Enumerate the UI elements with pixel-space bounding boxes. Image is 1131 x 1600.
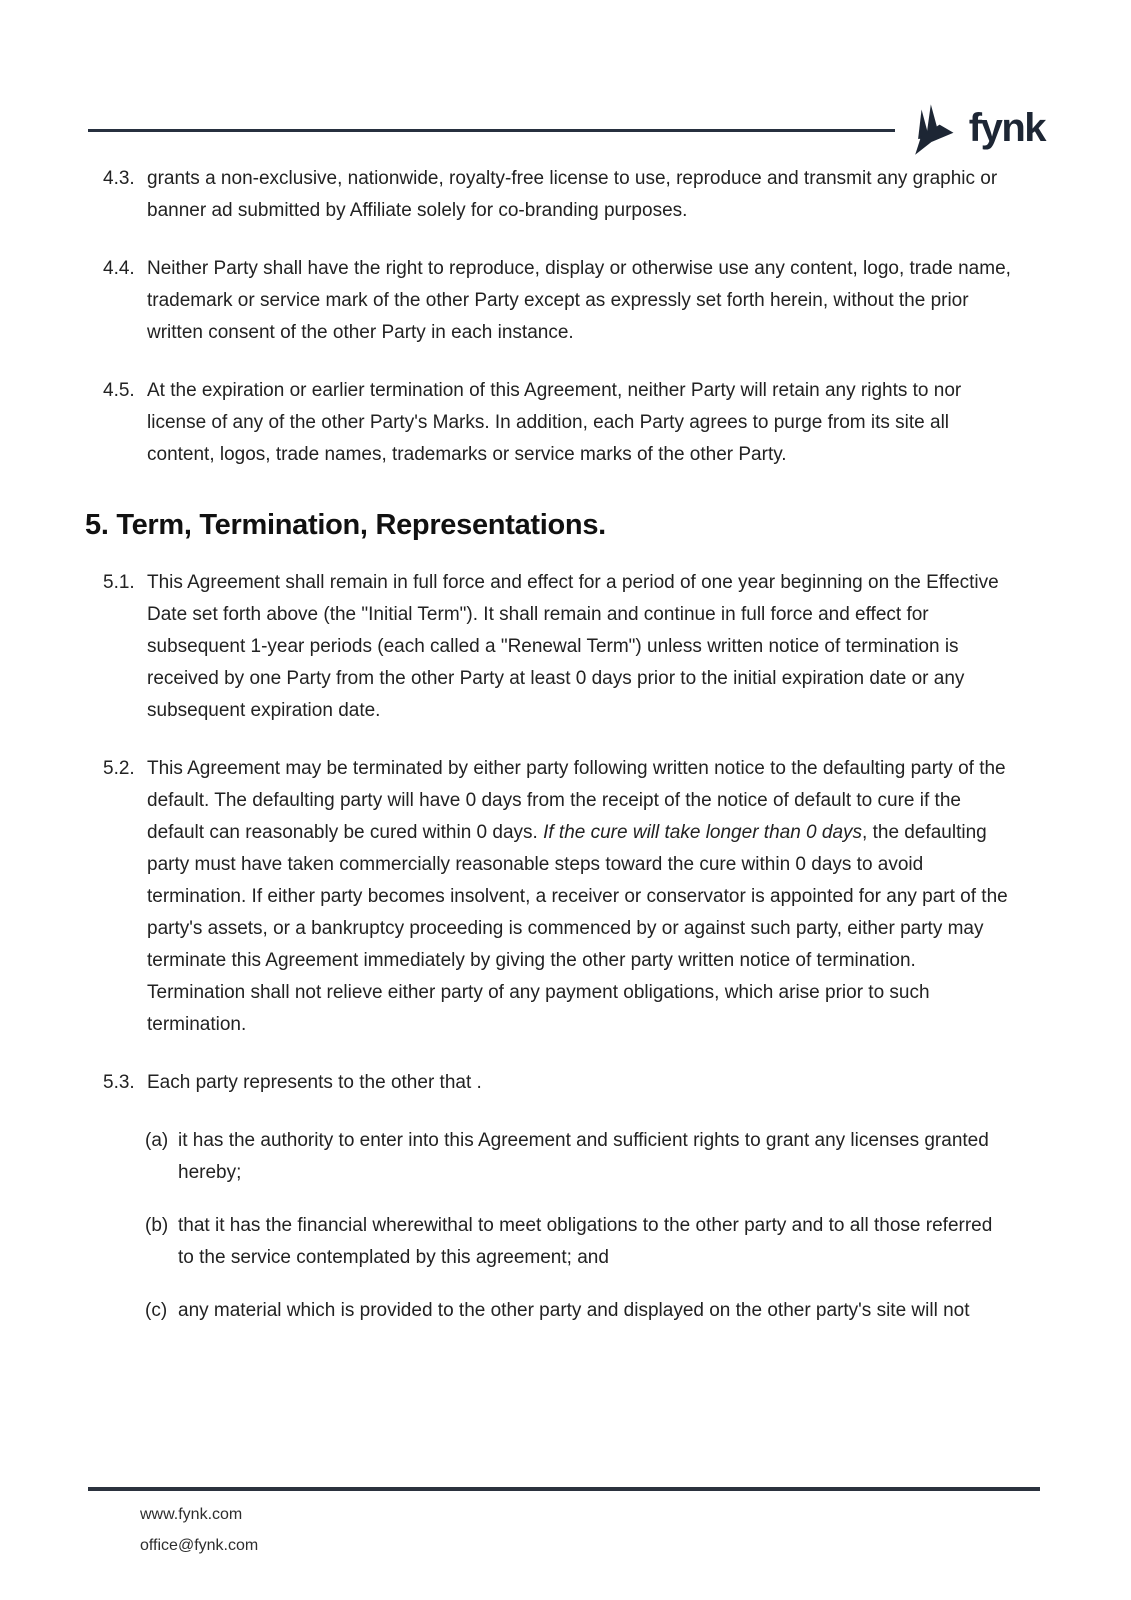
subclause-text: that it has the financial wherewithal to meet obligations to the other party and to all those referred to the service contemplated by this agreement; and [178, 1215, 993, 1268]
clause-text: grants a non-exclusive, nationwide, royalty-free license to use, reproduce and transmit any graphic or banner ad submitted by Affiliate solely for co-branding purposes. [147, 168, 998, 221]
subclause-marker: (a) [145, 1130, 169, 1151]
subclause-text: any material which is provided to the other party and displayed on the other party's site will not [178, 1300, 970, 1321]
brand-logo [903, 100, 1045, 162]
footer-email: office@fynk.com [140, 1537, 259, 1554]
clause-text-regular: , the defaulting party must have taken commercially reasonable steps toward the cure within 0 days to avoid termination. If either party becomes insolvent, a receiver or conservator is appointed for any part of the party's assets, or a bankruptcy proceeding is commenced by or against such party, either party may terminate this Agreement immediately by giving the other party written notice of termination. Termination shall not relieve either party of any payment obligations, which arise prior to such termination. [147, 822, 1008, 1035]
clause-text-regular: This Agreement may be terminated by either party following written notice to the defaulting party of the default. The defaulting party will have 0 days from the receipt of the notice of default to cure if the default can reasonably be cured within 0 days. [147, 758, 1006, 843]
clause-text: At the expiration or earlier termination of this Agreement, neither Party will retain any rights to nor license of any of the other Party's Marks. In addition, each Party agrees to purge from its site all content, logos, trade names, trademarks or service marks of the other Party. [147, 380, 962, 465]
header-divider [88, 129, 895, 132]
subclause-b [145, 1210, 1011, 1274]
clause-5-3 [103, 1067, 1011, 1099]
footer-divider [88, 1487, 1040, 1491]
subclause-c [145, 1295, 1011, 1327]
clause-text: Each party represents to the other that . [147, 1072, 482, 1093]
clause-number: 4.5. [103, 380, 135, 401]
footer-website: www.fynk.com [140, 1506, 243, 1523]
clause-number: 4.3. [103, 168, 135, 189]
clause-number: 4.4. [103, 258, 135, 279]
contract-body [85, 163, 1011, 1348]
subclause-marker: (b) [145, 1215, 169, 1236]
clause-5-2 [103, 753, 1011, 1041]
clause-4-3 [103, 163, 1011, 227]
clause-text: Neither Party shall have the right to reproduce, display or otherwise use any content, logo, trade name, trademark or service mark of the other Party except as expressly set forth herein, without the prior written consent of the other Party in each instance. [147, 258, 1011, 343]
origami-bird-icon [903, 100, 961, 162]
brand-wordmark: fynk [968, 106, 1045, 150]
subclause-list [145, 1125, 1011, 1327]
clause-number: 5.2. [103, 758, 135, 779]
clause-number: 5.3. [103, 1072, 135, 1093]
clause-4-5 [103, 375, 1011, 471]
clause-text: This Agreement shall remain in full force and effect for a period of one year beginning on the Effective Date set forth above (the "Initial Term"). It shall remain and continue in full force and effect for subsequent 1-year periods (each called a "Renewal Term") unless written notice of termination is received by one Party from the other Party at least 0 days prior to the initial expiration date or any subsequent expiration date. [147, 572, 999, 721]
subclause-text: it has the authority to enter into this Agreement and sufficient rights to grant any licenses granted hereby; [178, 1130, 989, 1183]
subclause-marker: (c) [145, 1300, 168, 1321]
clause-5-1 [103, 567, 1011, 727]
clause-4-4 [103, 253, 1011, 349]
clause-text-italic: If the cure will take longer than 0 days [543, 822, 863, 843]
clause-number: 5.1. [103, 572, 135, 593]
footer [140, 1499, 258, 1561]
subclause-a [145, 1125, 1011, 1189]
section-heading: 5. Term, Termination, Representations. [85, 509, 606, 541]
clause-text [147, 753, 1011, 1041]
